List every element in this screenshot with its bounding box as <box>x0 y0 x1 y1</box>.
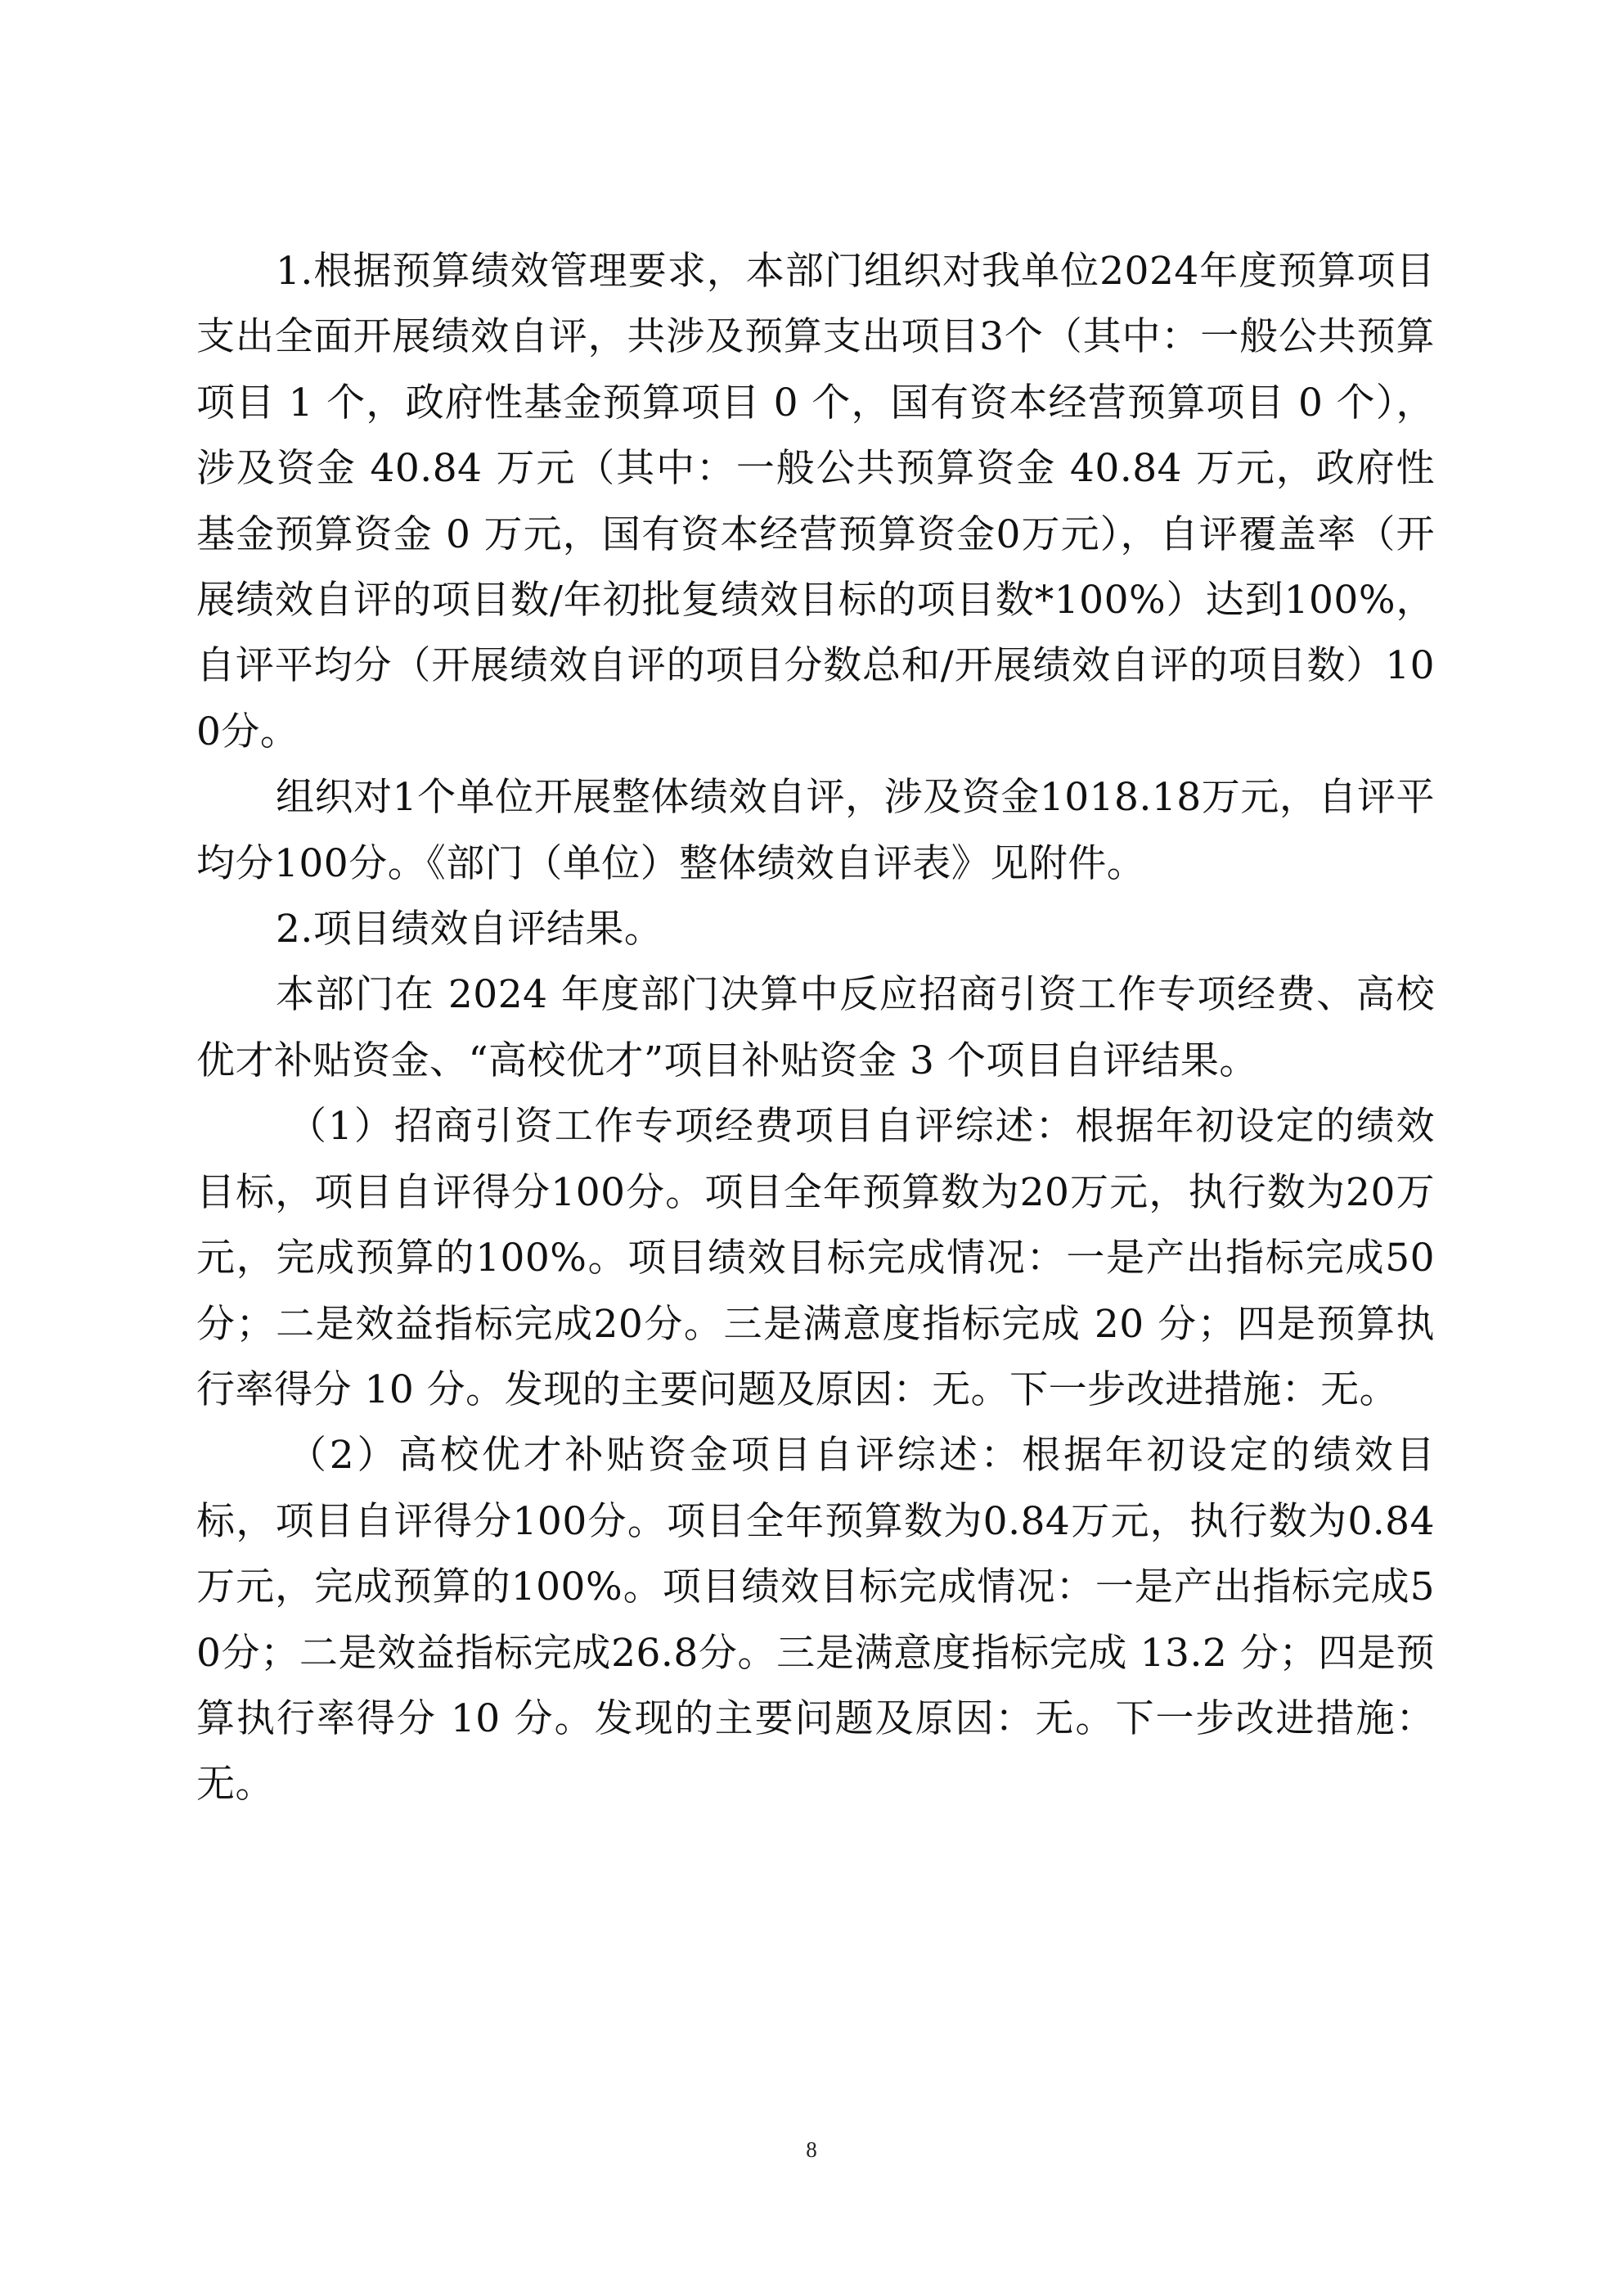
document-body <box>196 239 1435 1818</box>
paragraph-talent-subsidy-summary: （2）高校优才补贴资金项目自评综述：根据年初设定的绩效目标，项目自评得分100分。项目全年预算数为0.84万元，执行数为0.84万元，完成预算的100%。项目绩效目标完成情况：一是产出指标完成50分；二是效益指标完成26.8分。三是满意度指标完成 13.2 分；四是预算执行率得分 10 分。发现的主要问题及原因：无。下一步改进措施：无。 <box>196 1433 1435 1808</box>
paragraph-overall-evaluation: 组织对1个单位开展整体绩效自评，涉及资金1018.18万元，自评平均分100分。《部门（单位）整体绩效自评表》见附件。 <box>196 775 1435 886</box>
paragraph-investment-project-summary: （1）招商引资工作专项经费项目自评综述：根据年初设定的绩效目标，项目自评得分100分。项目全年预算数为20万元，执行数为20万元，完成预算的100%。项目绩效目标完成情况：一是产出指标完成50分；二是效益指标完成20分。三是满意度指标完成 20 分；四是预算执行率得分 10 分。发现的主要问题及原因：无。下一步改进措施：无。 <box>196 1104 1435 1412</box>
paragraph-project-results-intro: 本部门在 2024 年度部门决算中反应招商引资工作专项经费、高校优才补贴资金、“高校优才”项目补贴资金 3 个项目自评结果。 <box>196 972 1435 1083</box>
paragraph-project-results-heading: 2.项目绩效自评结果。 <box>276 907 663 952</box>
page-number: 8 <box>806 2137 817 2162</box>
paragraph-self-evaluation-overview: 1.根据预算绩效管理要求，本部门组织对我单位2024年度预算项目支出全面开展绩效自评，共涉及预算支出项目3个（其中：一般公共预算项目 1 个，政府性基金预算项目 0 个，国有资本经营预算项目 0 个），涉及资金 40.84 万元（其中：一般公共预算资金 40.84 万元，政府性基金预算资金 0 万元，国有资本经营预算资金0万元），自评覆盖率（开展绩效自评的项目数/年初批复绩效目标的项目数*100%）达到100%，自评平均分（开展绩效自评的项目分数总和/开展绩效自评的项目数）100分。 <box>196 249 1435 754</box>
